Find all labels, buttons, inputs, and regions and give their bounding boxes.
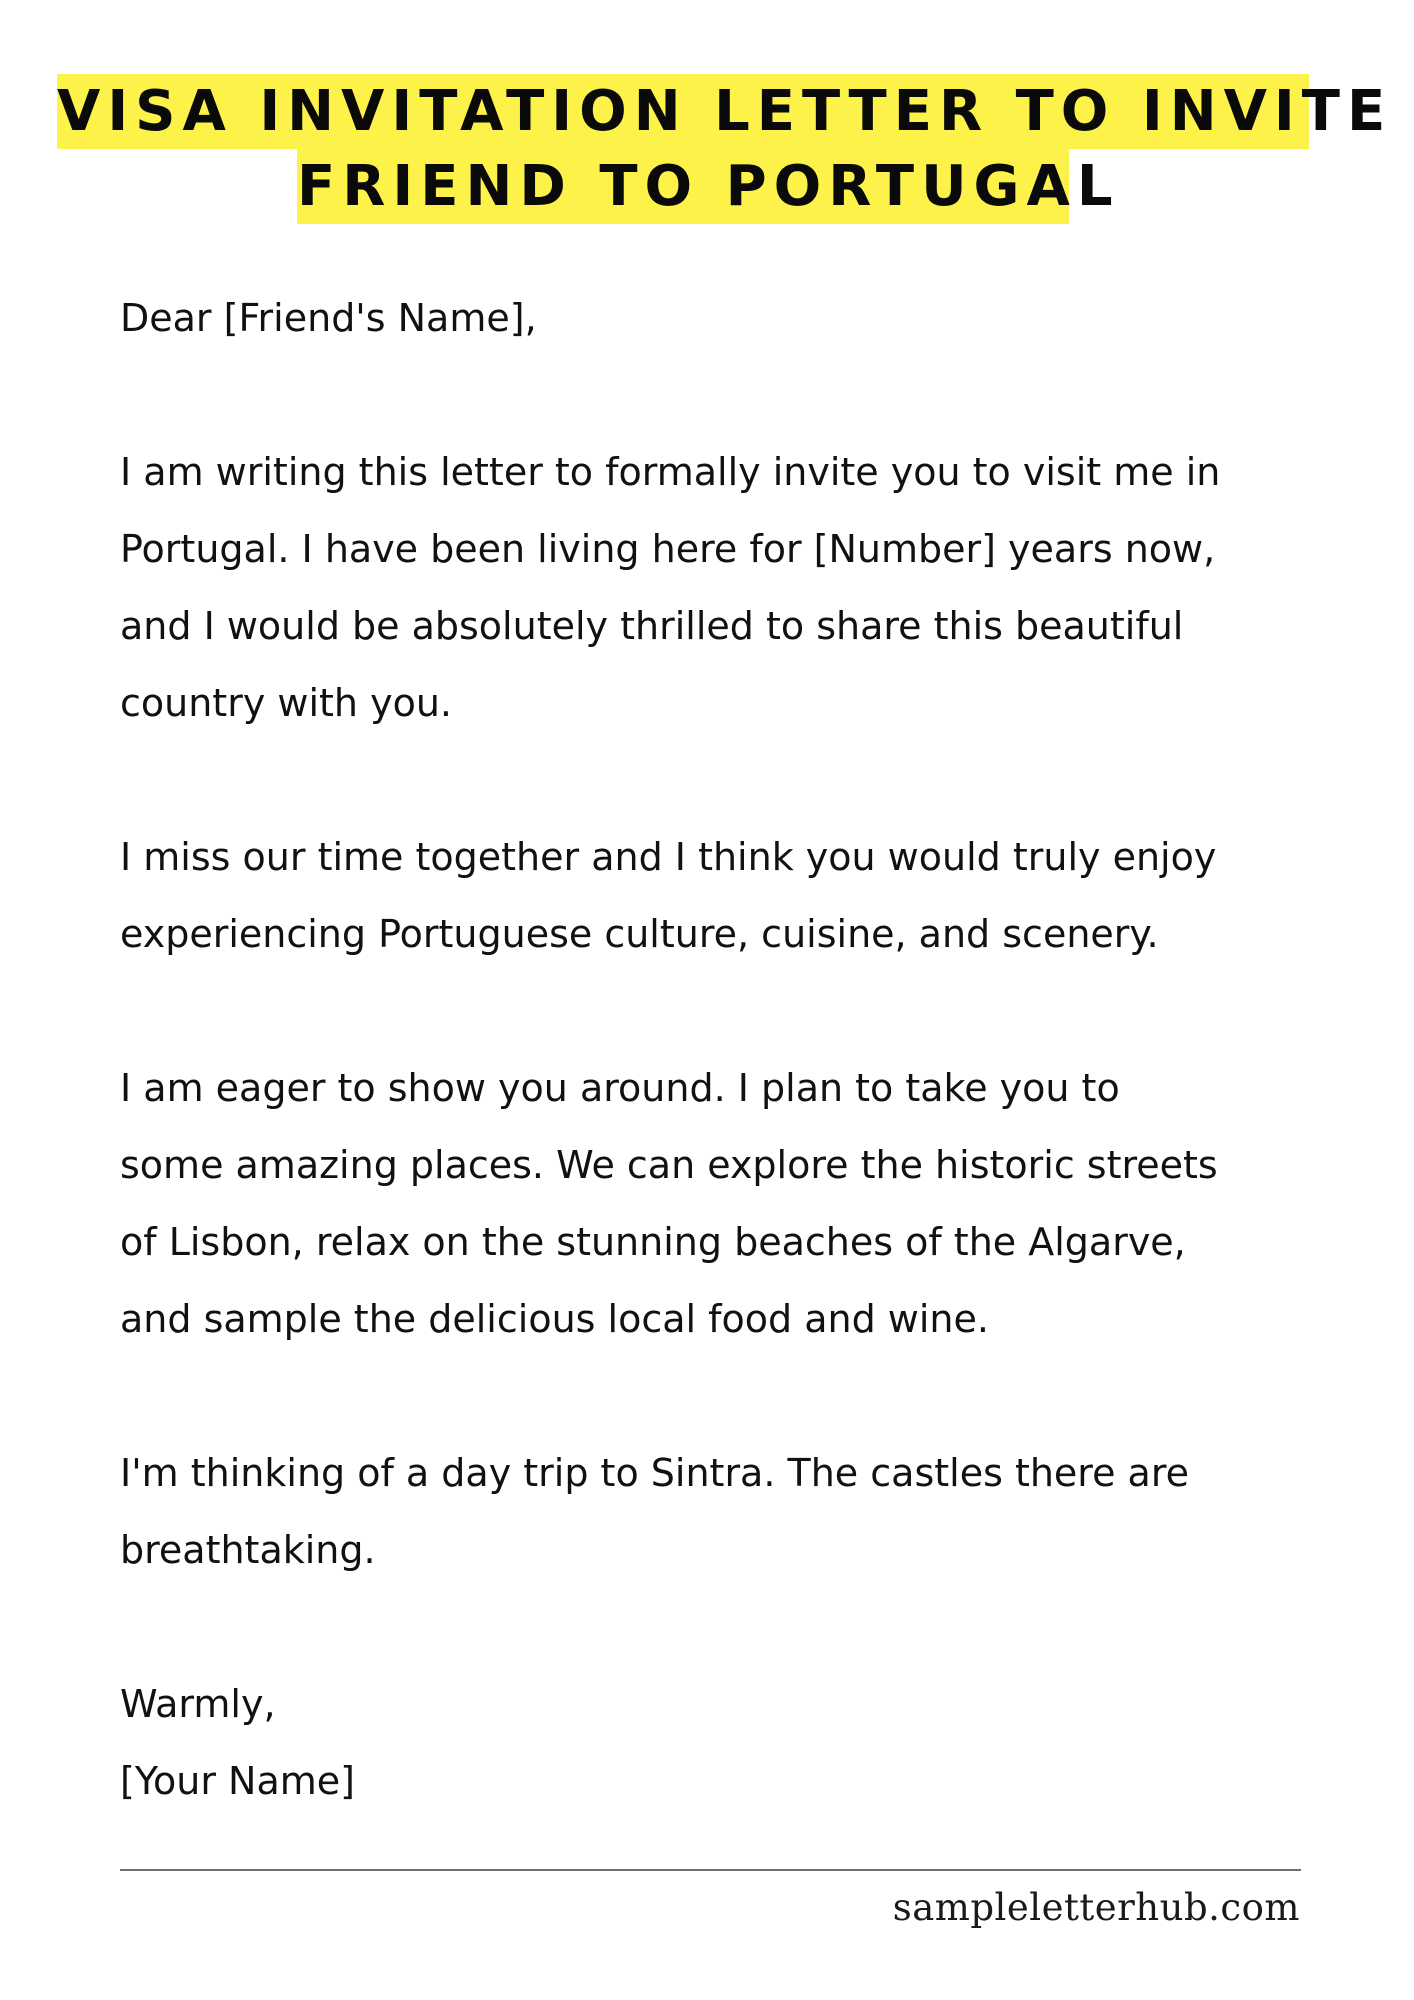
footer-divider: [120, 1869, 1301, 1871]
paragraph-gap: [120, 742, 1360, 819]
paragraph-gap: [120, 973, 1360, 1050]
paragraph-sintra: I'm thinking of a day trip to Sintra. The castles there are breathtaking.: [120, 1451, 1190, 1572]
paragraph-miss-you: I miss our time together and I think you would truly enjoy experiencing Portuguese culture, cuisine, and scenery.: [120, 835, 1217, 956]
signature: [Your Name]: [120, 1759, 355, 1803]
paragraph-gap: [120, 1358, 1360, 1435]
salutation: Dear [Friend's Name],: [120, 296, 537, 340]
letter-body: [120, 280, 1360, 1820]
title-line-1: VISA INVITATION LETTER TO INVITE: [57, 74, 1309, 149]
paragraph-gap: [120, 357, 1360, 434]
paragraph-gap: [120, 1589, 1360, 1666]
closing: Warmly,: [120, 1682, 276, 1726]
paragraph-invitation: I am writing this letter to formally invite you to visit me in Portugal. I have been living here for [Number] years now, and I would be absolutely thrilled to share this beautiful country with you.: [120, 450, 1221, 725]
footer-website: sampleletterhub.com: [892, 1886, 1300, 1929]
title-line-2: FRIEND TO PORTUGAL: [297, 149, 1069, 224]
paragraph-plans: I am eager to show you around. I plan to take you to some amazing places. We can explore the historic streets of Lisbon, relax on the stunning beaches of the Algarve, and sample the delicious local food and wine.: [120, 1066, 1218, 1341]
